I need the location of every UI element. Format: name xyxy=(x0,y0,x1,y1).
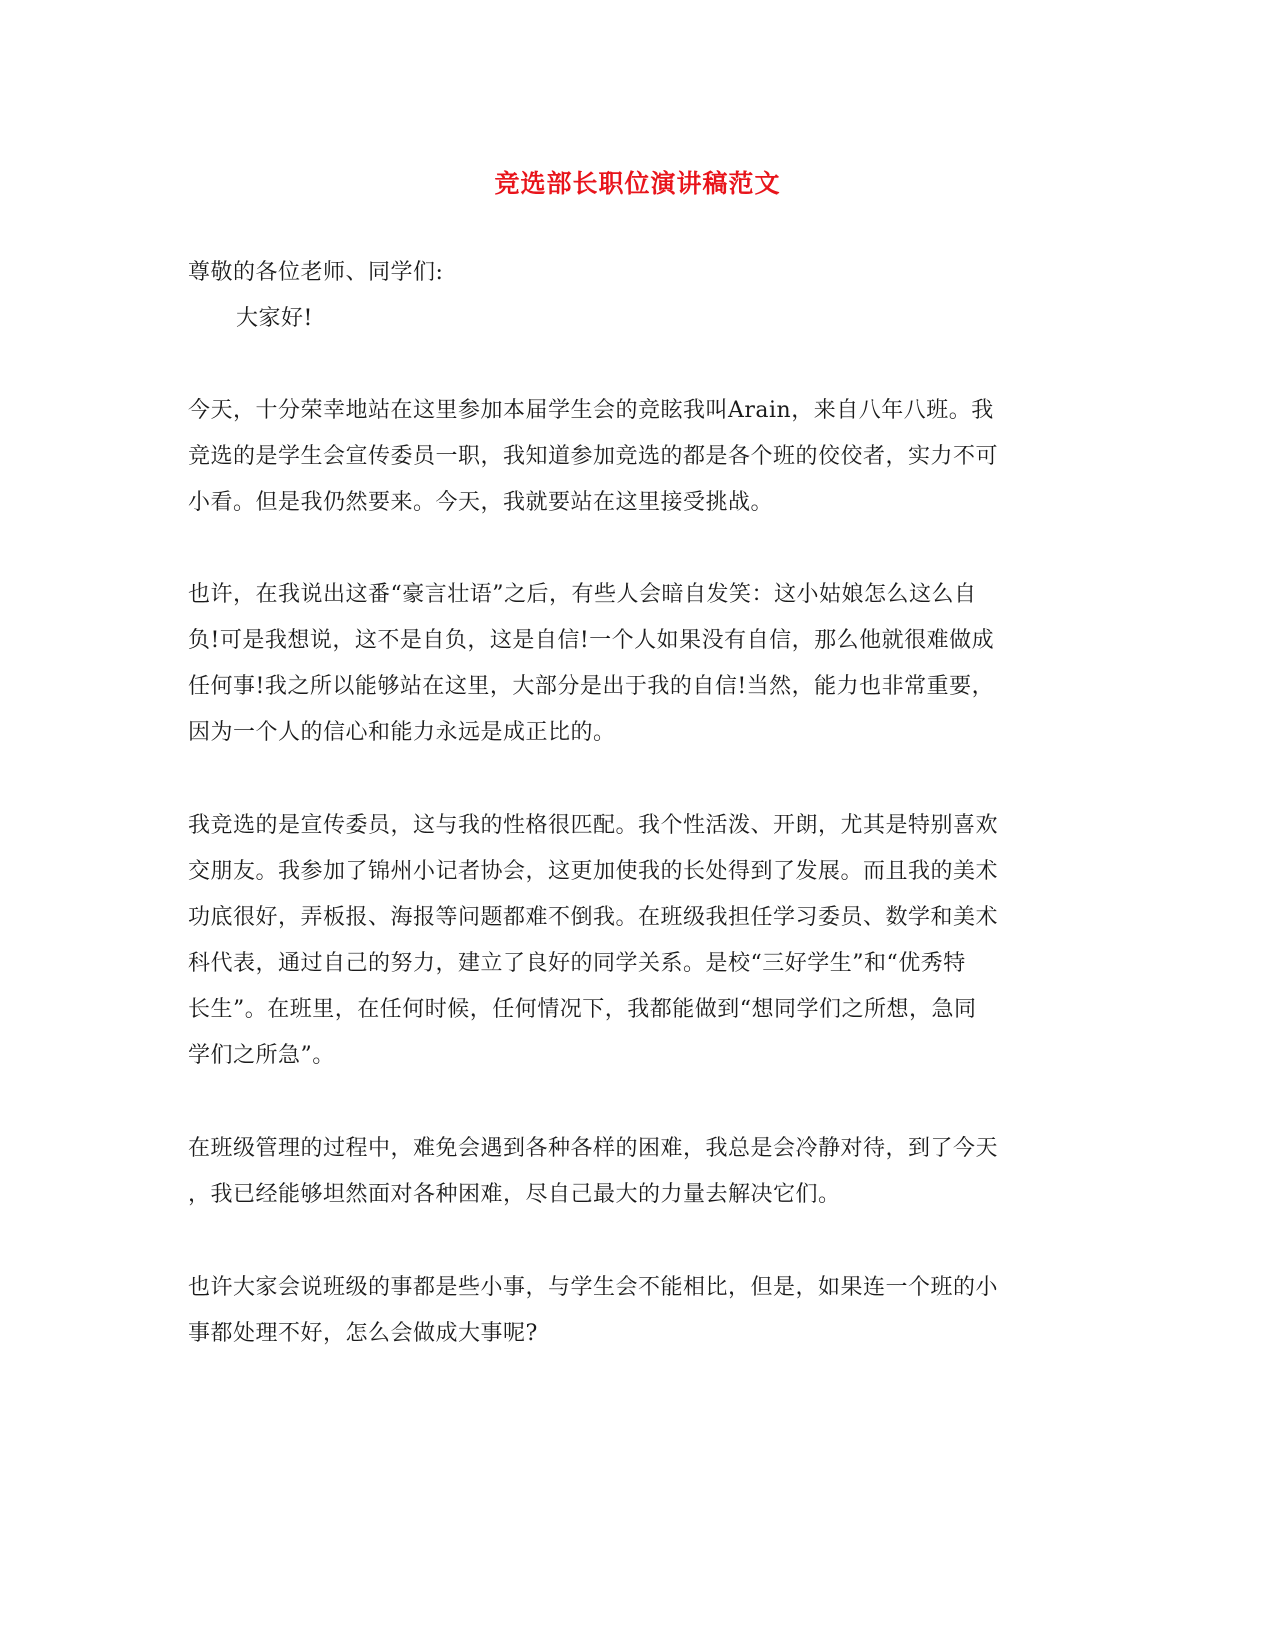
paragraph-line: 因为一个人的信心和能力永远是成正比的。 xyxy=(188,720,616,745)
paragraph-line: 任何事!我之所以能够站在这里，大部分是出于我的自信!当然，能力也非常重要， xyxy=(188,674,995,699)
paragraph-line: 也许大家会说班级的事都是些小事，与学生会不能相比，但是，如果连一个班的小 xyxy=(188,1275,999,1300)
paragraph-line: 学们之所急”。 xyxy=(188,1043,335,1068)
paragraph-line: 今天，十分荣幸地站在这里参加本届学生会的竞眩我叫Arain，来自八年八班。我 xyxy=(188,398,994,423)
paragraph-line: 竞选的是学生会宣传委员一职，我知道参加竞选的都是各个班的佼佼者，实力不可 xyxy=(188,444,999,469)
paragraph-line: 我竞选的是宣传委员，这与我的性格很匹配。我个性活泼、开朗，尤其是特别喜欢 xyxy=(188,813,999,838)
greeting: 大家好! xyxy=(236,306,313,331)
paragraph-line: 负!可是我想说，这不是自负，这是自信!一个人如果没有自信，那么他就很难做成 xyxy=(188,628,995,653)
paragraph-line: 功底很好，弄板报、海报等问题都难不倒我。在班级我担任学习委员、数学和美术 xyxy=(188,905,999,930)
paragraph-line: 科代表，通过自己的努力，建立了良好的同学关系。是校“三好学生”和“优秀特 xyxy=(188,951,966,976)
document-title: 竞选部长职位演讲稿范文 xyxy=(494,169,781,198)
paragraph-line: 小看。但是我仍然要来。今天，我就要站在这里接受挑战。 xyxy=(188,490,774,515)
paragraph-line: ，我已经能够坦然面对各种困难，尽自己最大的力量去解决它们。 xyxy=(188,1182,841,1207)
paragraph-line: 长生”。在班里，在任何时候，任何情况下，我都能做到“想同学们之所想，急同 xyxy=(188,997,977,1022)
salutation: 尊敬的各位老师、同学们: xyxy=(188,260,444,285)
paragraph-line: 交朋友。我参加了锦州小记者协会，这更加使我的长处得到了发展。而且我的美术 xyxy=(188,859,999,884)
paragraph-line: 在班级管理的过程中，难免会遇到各种各样的困难，我总是会冷静对待，到了今天 xyxy=(188,1136,999,1161)
paragraph-line: 也许，在我说出这番“豪言壮语”之后，有些人会暗自发笑：这小姑娘怎么这么自 xyxy=(188,582,977,607)
paragraph-line: 事都处理不好，怎么会做成大事呢? xyxy=(188,1321,538,1346)
